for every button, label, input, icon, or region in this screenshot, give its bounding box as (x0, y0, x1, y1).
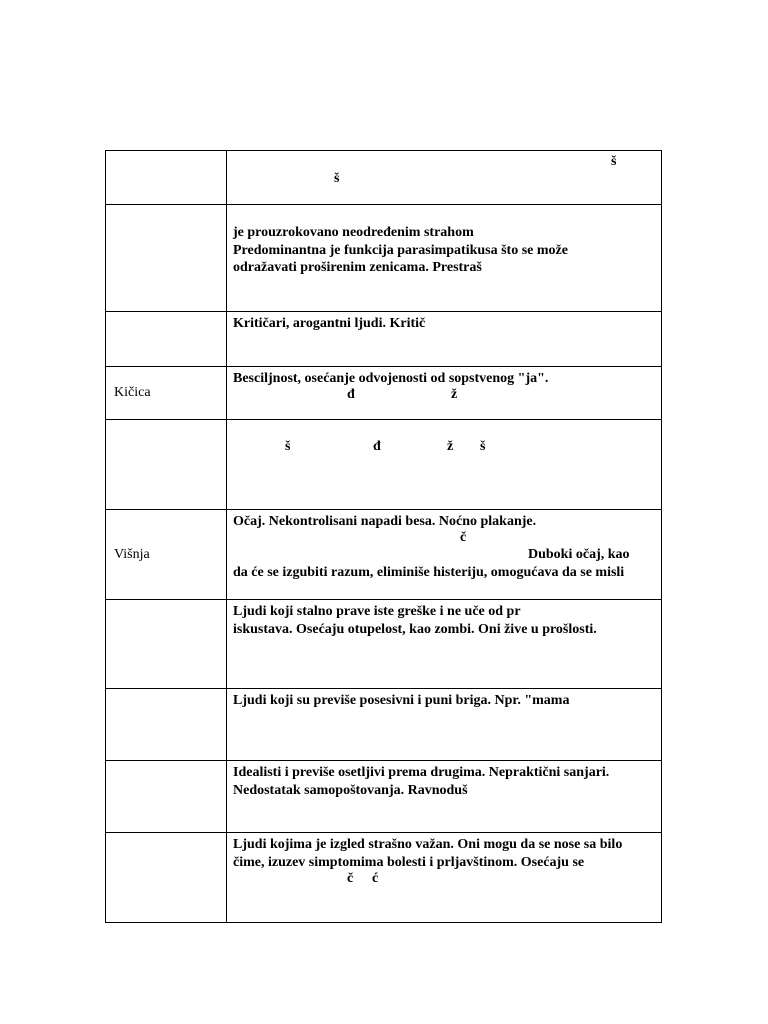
text-line: Očaj. Nekontrolisani napadi besa. Noćno plakanje. (233, 514, 537, 529)
row-name: Višnja (106, 510, 227, 600)
text-fragment: ć (372, 871, 379, 886)
row-text (227, 312, 662, 367)
text-line: Kritičari, arogantni ljudi. Kritič (233, 316, 426, 331)
table-row (106, 151, 662, 205)
table-row (106, 205, 662, 312)
text-line: Predominantna je funkcija parasimpatikusa što se može (233, 242, 568, 258)
row-name (106, 689, 227, 761)
text-line: Ljudi koji su previše posesivni i puni briga. Npr. "mama (233, 693, 570, 708)
text-line: Besciljnost, osećanje odvojenosti od sopstvenog "ja". (233, 371, 549, 386)
table-row (106, 367, 662, 420)
row-text (227, 151, 662, 205)
text-fragment: da će se izgubiti razum, eliminiše histeriju, omogućava da se misli (233, 565, 625, 580)
text-fragment: š (611, 154, 617, 169)
remedies-table (105, 150, 662, 923)
text-fragment: đ (347, 387, 355, 402)
text-fragment: ž (447, 439, 454, 454)
text-line: čime, izuzev simptomima bolesti i prljavštinom. Osećaju se (233, 854, 585, 870)
row-name (106, 761, 227, 833)
row-text (227, 510, 662, 600)
row-text (227, 367, 662, 420)
row-text (227, 833, 662, 923)
text-line: Ljudi kojima je izgled strašno važan. Oni mogu da se nose sa bilo (233, 837, 623, 852)
row-name (106, 833, 227, 923)
row-name (106, 205, 227, 312)
text-fragment: š (334, 171, 340, 186)
row-text (227, 600, 662, 689)
row-name (106, 312, 227, 367)
text-line: Idealisti i previše osetljivi prema drugima. Nepraktični sanjari. (233, 765, 610, 780)
table-row (106, 833, 662, 923)
text-fragment: š (480, 439, 486, 454)
text-fragment: Duboki očaj, kao (528, 547, 630, 562)
row-name (106, 151, 227, 205)
text-fragment: š (285, 439, 291, 454)
row-name: Kičica (106, 367, 227, 420)
table-row (106, 312, 662, 367)
row-text (227, 420, 662, 510)
text-line: odražavati proširenim zenicama. Prestraš (233, 260, 482, 275)
text-line: je prouzrokovano neodređenim strahom (233, 225, 474, 240)
table-row (106, 600, 662, 689)
text-fragment: č (347, 871, 354, 886)
row-name (106, 600, 227, 689)
row-text (227, 205, 662, 312)
text-fragment: đ (373, 439, 381, 454)
table-row (106, 420, 662, 510)
table-row (106, 689, 662, 761)
text-line: Nedostatak samopoštovanja. Ravnoduš (233, 782, 468, 798)
row-name (106, 420, 227, 510)
text-fragment: č (460, 530, 467, 545)
row-text (227, 689, 662, 761)
text-fragment: ž (451, 387, 458, 402)
table-row (106, 510, 662, 600)
text-line: iskustava. Osećaju otupelost, kao zombi. Oni žive u prošlosti. (233, 621, 597, 637)
table-row (106, 761, 662, 833)
text-line: Ljudi koji stalno prave iste greške i ne uče od pr (233, 604, 521, 619)
row-text (227, 761, 662, 833)
